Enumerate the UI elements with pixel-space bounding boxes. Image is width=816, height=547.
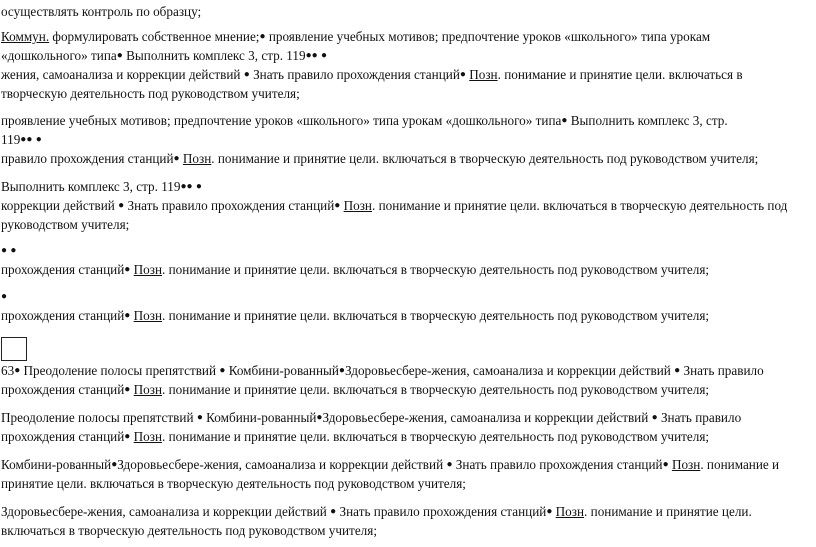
bullet-icon: ● [305, 50, 312, 61]
bullet-icon: ● [118, 200, 125, 211]
text-line [1, 84, 300, 103]
text-line [1, 65, 743, 86]
text-line [1, 427, 709, 448]
text: Знать правило прохождения станций [336, 504, 547, 519]
text-line [1, 215, 129, 234]
text: . понимание и принятие цели. включаться в творческую деятельность под руководством учителя; [162, 382, 710, 397]
text: руководством учителя; [1, 217, 130, 232]
text-line [1, 2, 201, 21]
text: Выполнить комплекс 3, стр. 119 [1, 179, 181, 194]
bullet-icon: ● [311, 50, 318, 61]
text: прохождения станций [1, 382, 125, 397]
pozn-link[interactable]: Позн [469, 67, 498, 82]
bullet-icon: ● [124, 384, 131, 395]
text: Здоровьесбере-жения, самоанализа и коррекции действий [117, 457, 447, 472]
text: жения, самоанализа и коррекции действий [1, 67, 244, 82]
bullet-icon: ● [124, 264, 131, 275]
kommun-link[interactable]: Коммун. [1, 29, 50, 44]
table-cell-box [1, 337, 27, 361]
text: Комбини-рованный [225, 363, 339, 378]
text: . понимание и принятие цели. включаться в творческую деятельность под руководством учителя; [211, 151, 759, 166]
text-line [1, 474, 466, 493]
text: . понимание и принятие цели. включаться в творческую деятельность под руководством учителя; [162, 308, 710, 323]
bullet-icon: ● [196, 412, 203, 423]
bullet-icon: ● [1, 245, 8, 256]
text: прохождения станций [1, 262, 125, 277]
bullet-icon: ● [338, 365, 345, 376]
text: Знать правило прохождения станций [452, 457, 663, 472]
bullet-icon: ● [259, 31, 266, 42]
bullet-icon: ● [546, 506, 553, 517]
text-line [1, 287, 7, 308]
text: Знать правило [680, 363, 764, 378]
text: прохождения станций [1, 308, 125, 323]
text-line [1, 27, 710, 48]
text: . понимание и принятие цели. включаться в творческую деятельность под [372, 198, 788, 213]
text: коррекции действий [1, 198, 119, 213]
text: . понимание и принятие цели. включаться в творческую деятельность под руководством учителя; [162, 262, 710, 277]
text-line [1, 177, 202, 198]
text: Знать правило [657, 410, 742, 425]
text-line [1, 196, 787, 217]
bullet-icon: ● [674, 365, 681, 376]
text: Выполнить комплекс 3, стр. [567, 113, 728, 128]
text: творческую деятельность под руководством учителя; [1, 86, 300, 101]
bullet-icon: ● [10, 245, 17, 256]
text: прохождения станций [1, 429, 125, 444]
bullet-icon: ● [651, 412, 658, 423]
bullet-icon: ● [459, 69, 466, 80]
bullet-icon: ● [662, 459, 669, 470]
text-line [1, 149, 758, 170]
text: проявление учебных мотивов; предпочтение уроков «школьного» типа урокам «дошкольного» типа [1, 113, 562, 128]
text: Комбини-рованный [1, 457, 112, 472]
bullet-icon: ● [334, 200, 341, 211]
text-line [1, 241, 16, 262]
bullet-icon: ● [316, 412, 323, 423]
bullet-icon: ● [124, 431, 131, 442]
text: осуществлять контроль по образцу; [1, 4, 202, 19]
text: правило прохождения станций [1, 151, 174, 166]
text-line [1, 455, 779, 476]
text: формулировать собственное мнение; [49, 29, 260, 44]
text: . понимание и [700, 457, 780, 472]
bullet-icon: ● [111, 459, 118, 470]
text: «дошкольного» типа [1, 48, 117, 63]
text: включаться в творческую деятельность под руководством учителя; [1, 523, 377, 538]
pozn-link[interactable]: Позн [133, 262, 163, 277]
row-number: 63 [1, 363, 15, 378]
text: Здоровьесбере-жения, самоанализа и коррекции действий [344, 363, 675, 378]
pozn-link[interactable]: Позн [133, 308, 163, 323]
pozn-link[interactable]: Позн [133, 382, 163, 397]
text: принятие цели. включаться в творческую деятельность под руководством учителя; [1, 476, 466, 491]
text-line [1, 46, 327, 67]
bullet-icon: ● [14, 365, 21, 376]
text: Здоровьесбере-жения, самоанализа и коррекции действий [1, 504, 331, 519]
text-line [1, 521, 377, 540]
bullet-icon: ● [186, 181, 193, 192]
bullet-icon: ● [243, 69, 250, 80]
bullet-icon: ● [35, 134, 42, 145]
text: Преодоление полосы препятствий [20, 363, 220, 378]
bullet-icon: ● [26, 134, 33, 145]
bullet-icon: ● [446, 459, 453, 470]
bullet-icon: ● [330, 506, 337, 517]
text: . понимание и принятие цели. [584, 504, 752, 519]
bullet-icon: ● [195, 181, 202, 192]
text: Знать правило прохождения станций [124, 198, 335, 213]
bullet-icon: ● [116, 50, 123, 61]
text-line [1, 380, 709, 401]
text: Знать правило прохождения станций [249, 67, 460, 82]
text: проявление учебных мотивов; предпочтение уроков «школьного» типа урокам [265, 29, 711, 44]
bullet-icon: ● [1, 291, 8, 302]
text-line [1, 260, 709, 281]
text: . понимание и принятие цели. включаться в [497, 67, 743, 82]
text-line [1, 306, 709, 327]
bullet-icon: ● [561, 115, 568, 126]
pozn-link[interactable]: Позн [671, 457, 701, 472]
bullet-icon: ● [219, 365, 226, 376]
bullet-icon: ● [173, 153, 180, 164]
text-line [1, 130, 42, 151]
pozn-link[interactable]: Позн [555, 504, 585, 519]
text-line [1, 361, 764, 382]
text-line [1, 111, 728, 132]
pozn-link[interactable]: Позн [133, 429, 163, 444]
bullet-icon: ● [124, 310, 131, 321]
text: Здоровьесбере-жения, самоанализа и коррекции действий [322, 410, 652, 425]
text-line [1, 502, 752, 523]
text: Преодоление полосы препятствий [1, 410, 197, 425]
pozn-link[interactable]: Позн [343, 198, 372, 213]
pozn-link[interactable]: Позн [182, 151, 212, 166]
bullet-icon: ● [180, 181, 187, 192]
text: Комбини-рованный [202, 410, 317, 425]
bullet-icon: ● [321, 50, 328, 61]
text: Выполнить комплекс 3, стр. 119 [122, 48, 306, 63]
text: 119 [1, 132, 21, 147]
bullet-icon: ● [20, 134, 27, 145]
text-line [1, 408, 741, 429]
text: . понимание и принятие цели. включаться в творческую деятельность под руководством учителя; [162, 429, 710, 444]
